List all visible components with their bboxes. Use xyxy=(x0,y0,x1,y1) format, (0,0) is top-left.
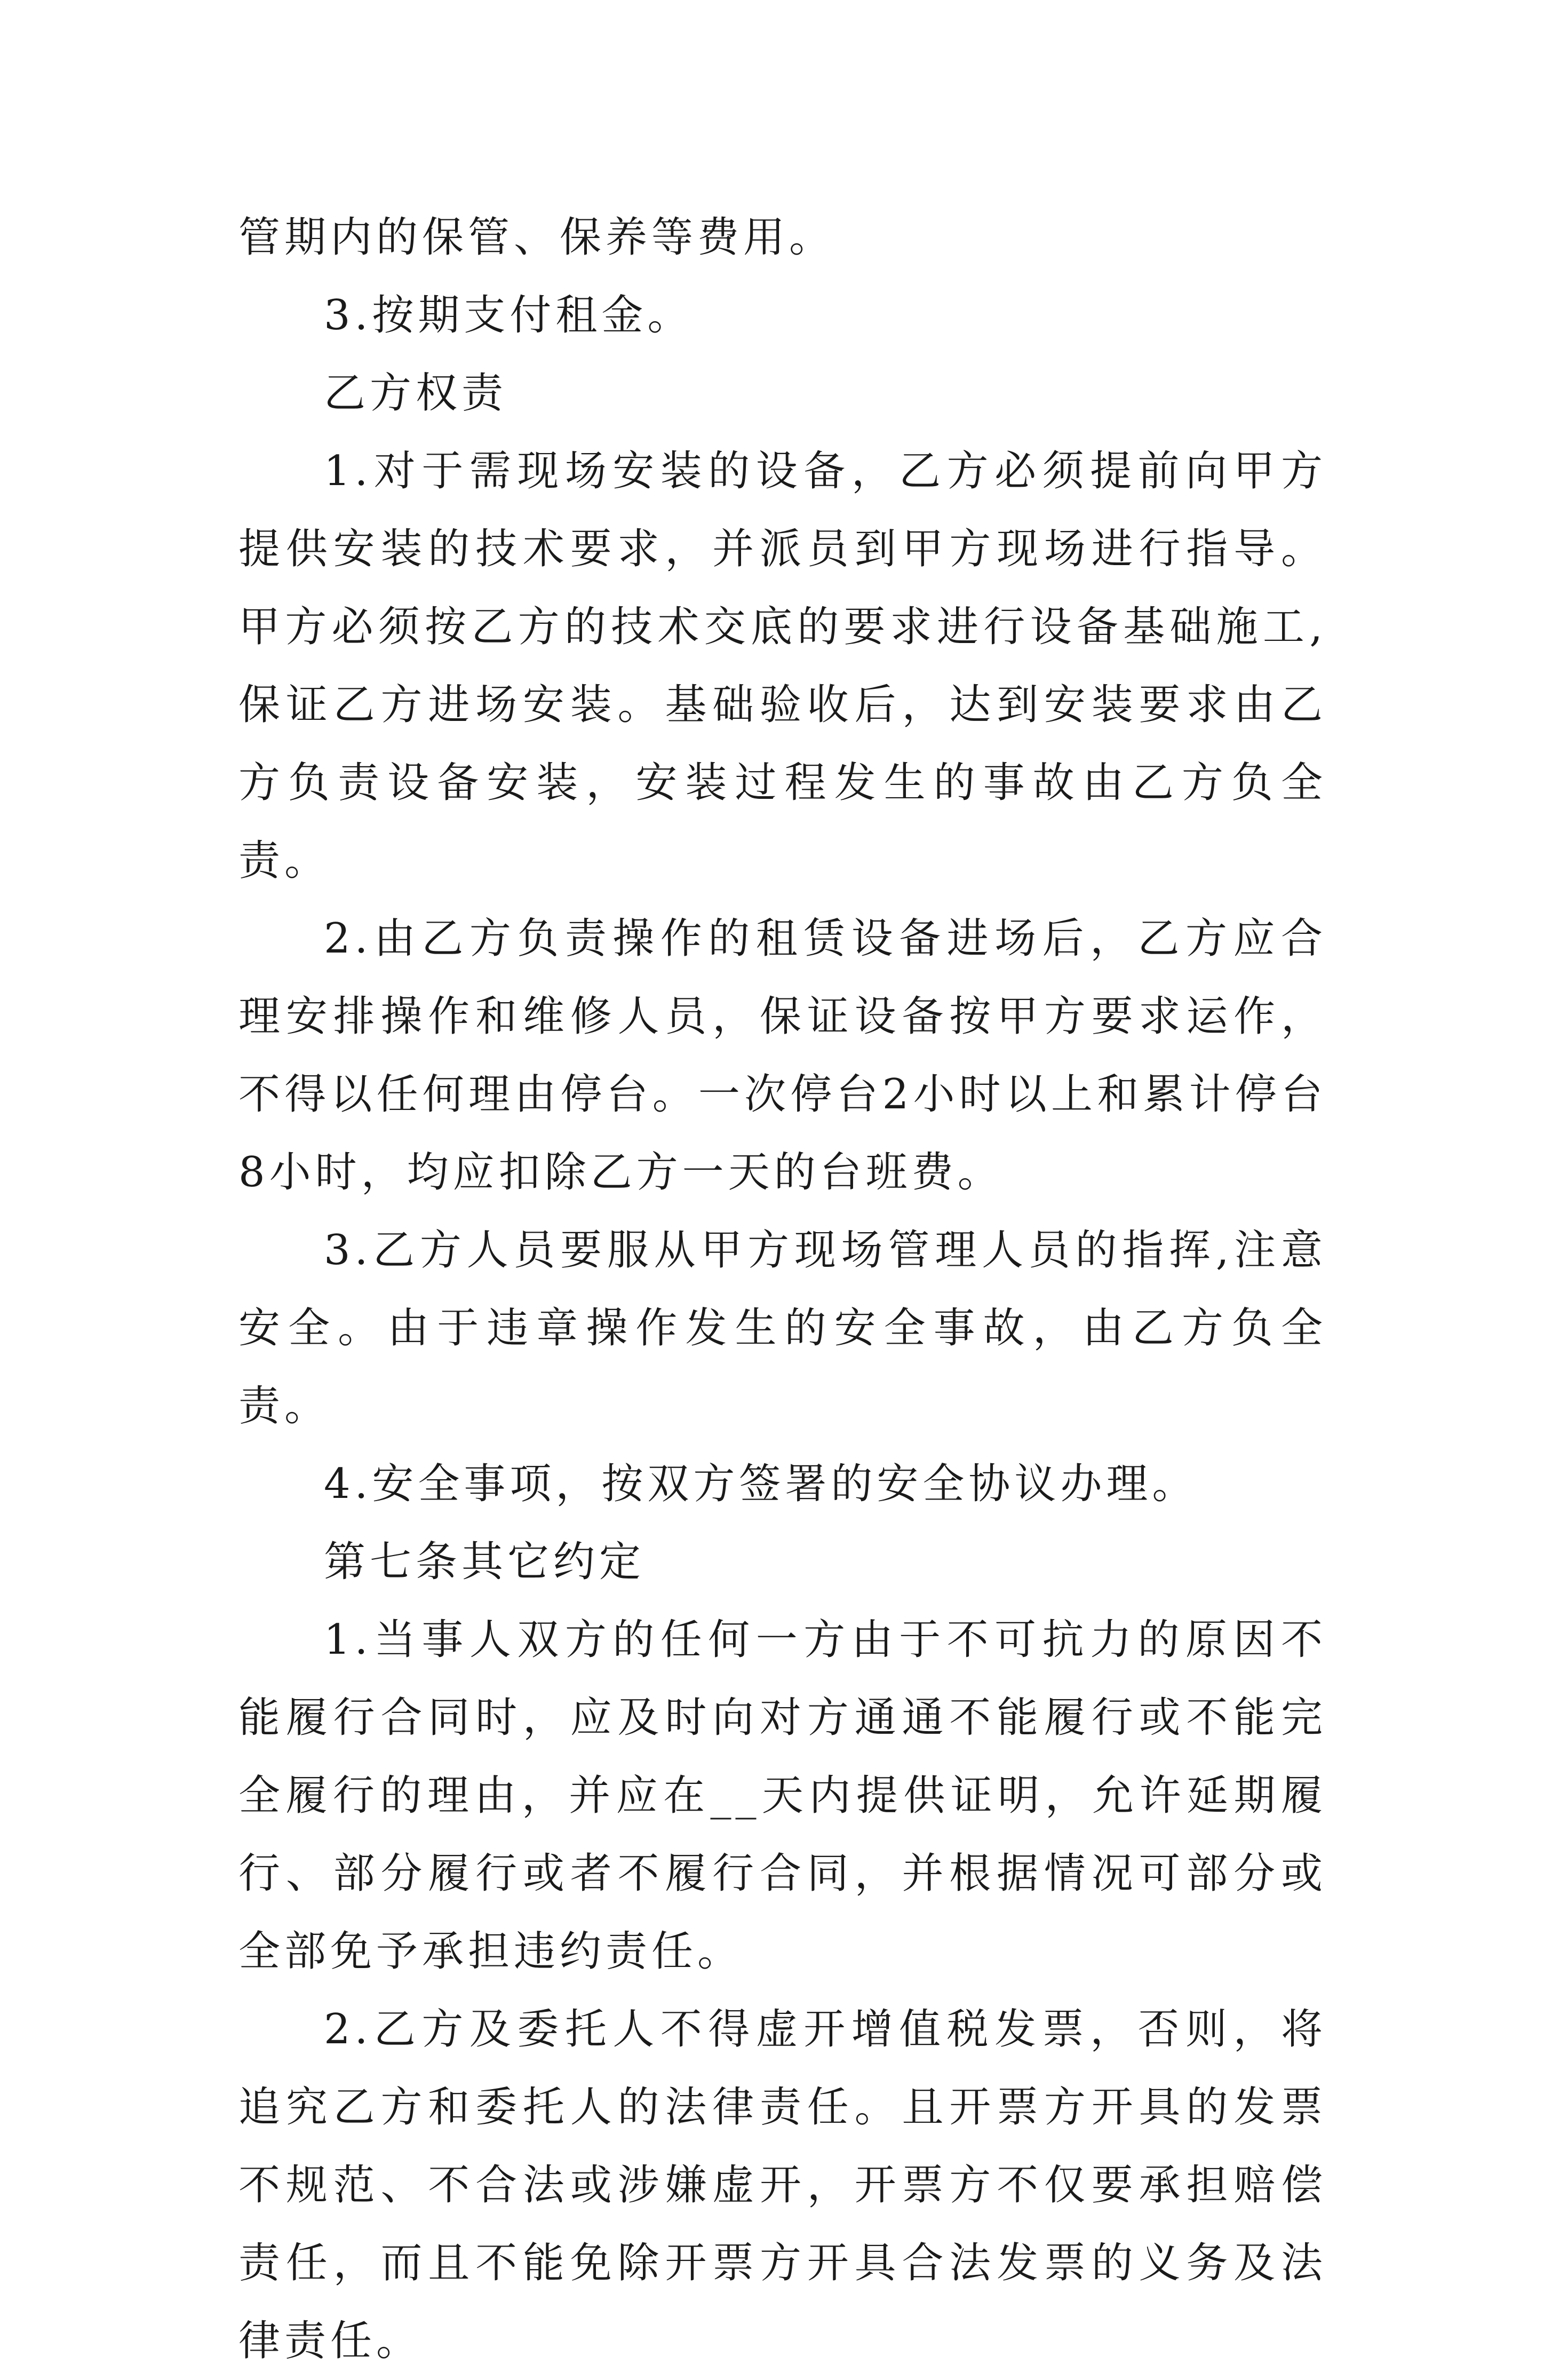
paragraph-invoice: 2.乙方及委托人不得虚开增值税发票，否则，将追究乙方和委托人的法律责任。且开票方开具的发票不规范、不合法或涉嫌虚开，开票方不仅要承担赔偿责任，而且不能免除开票方开具合法发票的义务及法律责任。 xyxy=(238,2005,1327,2365)
paragraph-force-majeure: 1.当事人双方的任何一方由于不可抗力的原因不能履行合同时，应及时向对方通通不能履行或不能完全履行的理由，并应在__天内提供证明，允许延期履行、部分履行或者不履行合同，并根据情况可部分或全部免予承担违约责任。 xyxy=(238,1616,1327,1976)
section-heading-article-seven: 第七条其它约定 xyxy=(324,1538,646,1586)
paragraph-safety-agreement: 4.安全事项，按双方签署的安全协议办理。 xyxy=(324,1460,1198,1508)
paragraph-pay-rent: 3.按期支付租金。 xyxy=(324,291,694,339)
paragraph-installation: 1.对于需现场安装的设备，乙方必须提前向甲方提供安装的技术要求，并派员到甲方现场进行指导。甲方必须按乙方的技术交底的要求进行设备基础施工,保证乙方进场安装。基础验收后，达到安装要求由乙方负责设备安装，安装过程发生的事故由乙方负全责。 xyxy=(238,447,1327,885)
section-heading-party-b: 乙方权责 xyxy=(324,369,508,417)
paragraph-safety-obedience: 3.乙方人员要服从甲方现场管理人员的指挥,注意安全。由于违章操作发生的安全事故，由乙方负全责。 xyxy=(238,1226,1327,1430)
paragraph-continuation: 管期内的保管、保养等费用。 xyxy=(238,213,835,261)
paragraph-operation: 2.由乙方负责操作的租赁设备进场后，乙方应合理安排操作和维修人员，保证设备按甲方要求运作，不得以任何理由停台。一次停台2小时以上和累计停台8小时，均应扣除乙方一天的台班费。 xyxy=(238,915,1327,1196)
document-body xyxy=(238,199,1327,2380)
